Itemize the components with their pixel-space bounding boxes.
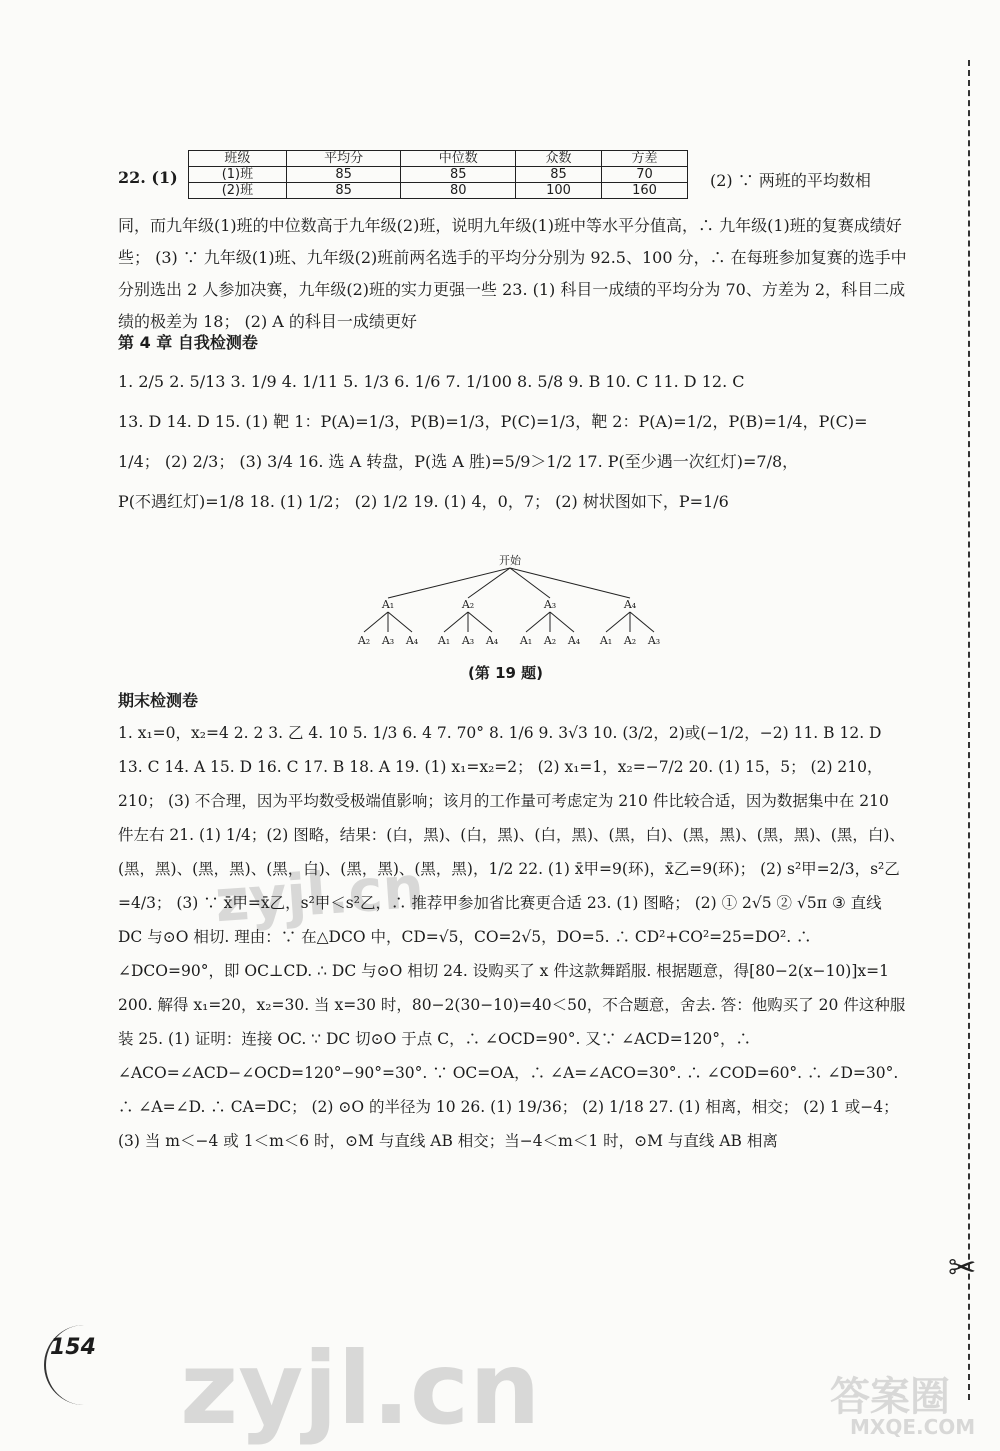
tree-leaf: A₃: [461, 634, 475, 647]
table-header-cell: 众数: [516, 151, 602, 167]
table-cell: 100: [516, 183, 602, 199]
table-header-row: [189, 151, 688, 167]
table-header-cell: 中位数: [401, 151, 516, 167]
chapter4-line: 1. 2/5 2. 5/13 3. 1/9 4. 1/11 5. 1/3 6. 1/6 7. 1/100 8. 5/8 9. B 10. C 11. D 12. C: [118, 372, 745, 391]
tree-node: A₂: [461, 598, 475, 611]
table-cell: (1)班: [189, 167, 287, 183]
tree-node: A₃: [543, 598, 557, 611]
tree-leaf: A₄: [405, 634, 419, 647]
chapter4-answers: [118, 362, 908, 522]
tree-leaf: A₄: [485, 634, 499, 647]
table-cell: 85: [286, 183, 401, 199]
q22-tail-text: (2) ∵ 两班的平均数相: [710, 171, 871, 190]
table-cell: 85: [286, 167, 401, 183]
chapter4-line: 1/4； (2) 2/3； (3) 3/4 16. 选 A 转盘，P(选 A 胜)=5/9＞1/2 17. P(至少遇一次红灯)=7/8，: [118, 452, 799, 471]
q22-score-table: [188, 150, 688, 199]
scissors-icon: ✂: [948, 1248, 977, 1288]
tree-leaf: A₃: [647, 634, 661, 647]
chapter4-heading: 第 4 章 自我检测卷: [118, 333, 258, 352]
tree-node: A₁: [381, 598, 395, 611]
tree-leaf: A₂: [543, 634, 557, 647]
cut-line: [968, 60, 970, 1400]
table-cell: 160: [602, 183, 688, 199]
table-cell: (2)班: [189, 183, 287, 199]
tree-diagram: [350, 550, 670, 650]
table-row: [189, 167, 688, 183]
watermark-bottom: zyjl.cn: [180, 1330, 541, 1447]
q22-23-answer-text: 同，而九年级(1)班的中位数高于九年级(2)班，说明九年级(1)班中等水平分值高，∴ 九年级(1)班的复赛成绩好些； (3) ∵ 九年级(1)班、九年级(2)班前两名选手的平均分分别为 92.5、100 分，∴ 在每班参加复赛的选手中分别选出 2 人参加决赛，九年级(2)班的实力更强一些 23. (1) 科目一成绩的平均分为 70、方差为 2，科目二成绩的极差为 18； (2) A 的科目一成绩更好: [118, 216, 907, 331]
figure-caption: (第 19 题): [468, 664, 544, 682]
table-header-cell: 班级: [189, 151, 287, 167]
watermark-corner: 答案圈: [830, 1374, 950, 1420]
tree-leaf: A₁: [519, 634, 533, 647]
tree-leaf: A₃: [381, 634, 395, 647]
tree-leaf: A₁: [599, 634, 613, 647]
watermark-mid: zyjl.cn: [212, 852, 427, 936]
chapter4-line: 13. D 14. D 15. (1) 靶 1：P(A)=1/3，P(B)=1/3，P(C)=1/3，靶 2：P(A)=1/2，P(B)=1/4，P(C)=: [118, 412, 868, 431]
watermark-corner-url: MXQE.COM: [850, 1415, 976, 1439]
tree-node: A₄: [623, 598, 637, 611]
table-header-cell: 平均分: [286, 151, 401, 167]
tree-root: 开始: [499, 554, 521, 567]
table-header-cell: 方差: [602, 151, 688, 167]
final-heading: 期末检测卷: [118, 691, 199, 710]
chapter4-line: P(不遇红灯)=1/8 18. (1) 1/2； (2) 1/2 19. (1) 4，0，7； (2) 树状图如下，P=1/6: [118, 492, 729, 511]
q22-label: 22. (1): [118, 168, 178, 187]
tree-leaf: A₂: [623, 634, 637, 647]
tree-leaf: A₂: [357, 634, 371, 647]
page-number: 154: [50, 1335, 96, 1360]
table-cell: 80: [401, 183, 516, 199]
table-cell: 85: [516, 167, 602, 183]
table-cell: 70: [602, 167, 688, 183]
table-cell: 85: [401, 167, 516, 183]
tree-leaf: A₄: [567, 634, 581, 647]
tree-edges: [364, 568, 654, 632]
final-answers: 1. x₁=0，x₂=4 2. 2 3. 乙 4. 10 5. 1/3 6. 4 7. 70° 8. 1/6 9. 3√3 10. (3/2，2)或(−1/2，−2) 11. B 12. D 13. C 14. A 15. D 16. C 17. B 18. A 19. (1) x₁=x₂=2； (2) x₁=1，x₂=−7/2 20. (1) 15，5； (2) 210，210； (3) 不合理，因为平均数受极端值影响；该月的工作量可考虑定为 210 件比较合适，因为数据集中在 210 件左右 21. (1) 1/4；(2) 图略，结果：(白，黑)、(白，黑)、(白，黑)、(黑，白)、(黑，黑)、(黑，黑)、(黑，白)、(黑，黑)、(黑，黑)、(黑，白)、(黑，黑)、(黑，黑)，1/2 22. (1) x̄甲=9(环)，x̄乙=9(环)； (2) s²甲=2/3，s²乙=4/3； (3) ∵ x̄甲=x̄乙，s²甲＜s²乙，∴ 推荐甲参加省比赛更合适 23. (1) 图略； (2) ① 2√5 ② √5π ③ 直线 DC 与⊙O 相切. 理由：∵ 在△DCO 中，CD=√5，CO=2√5，DO=5. ∴ CD²+CO²=25=DO². ∴ ∠DCO=90°，即 OC⊥CD. ∴ DC 与⊙O 相切 24. 设购买了 x 件这款舞蹈服. 根据题意，得[80−2(x−10)]x=1 200. 解得 x₁=20，x₂=30. 当 x=30 时，80−2(30−10)=40＜50，不合题意，舍去. 答：他购买了 20 件这种服装 25. (1) 证明：连接 OC. ∵ DC 切⊙O 于点 C，∴ ∠OCD=90°. 又∵ ∠ACD=120°，∴ ∠ACO=∠ACD−∠OCD=120°−90°=30°. ∵ OC=OA，∴ ∠A=∠ACO=30°. ∴ ∠COD=60°. ∴ ∠D=30°. ∴ ∠A=∠D. ∴ CA=DC； (2) ⊙O 的半径为 10 26. (1) 19/36； (2) 1/18 27. (1) 相离，相交； (2) 1 或−4； (3) 当 m＜−4 或 1＜m＜6 时，⊙M 与直线 AB 相交；当−4＜m＜1 时，⊙M 与直线 AB 相离: [118, 724, 906, 1150]
table-row: [189, 183, 688, 199]
tree-leaf: A₁: [437, 634, 451, 647]
